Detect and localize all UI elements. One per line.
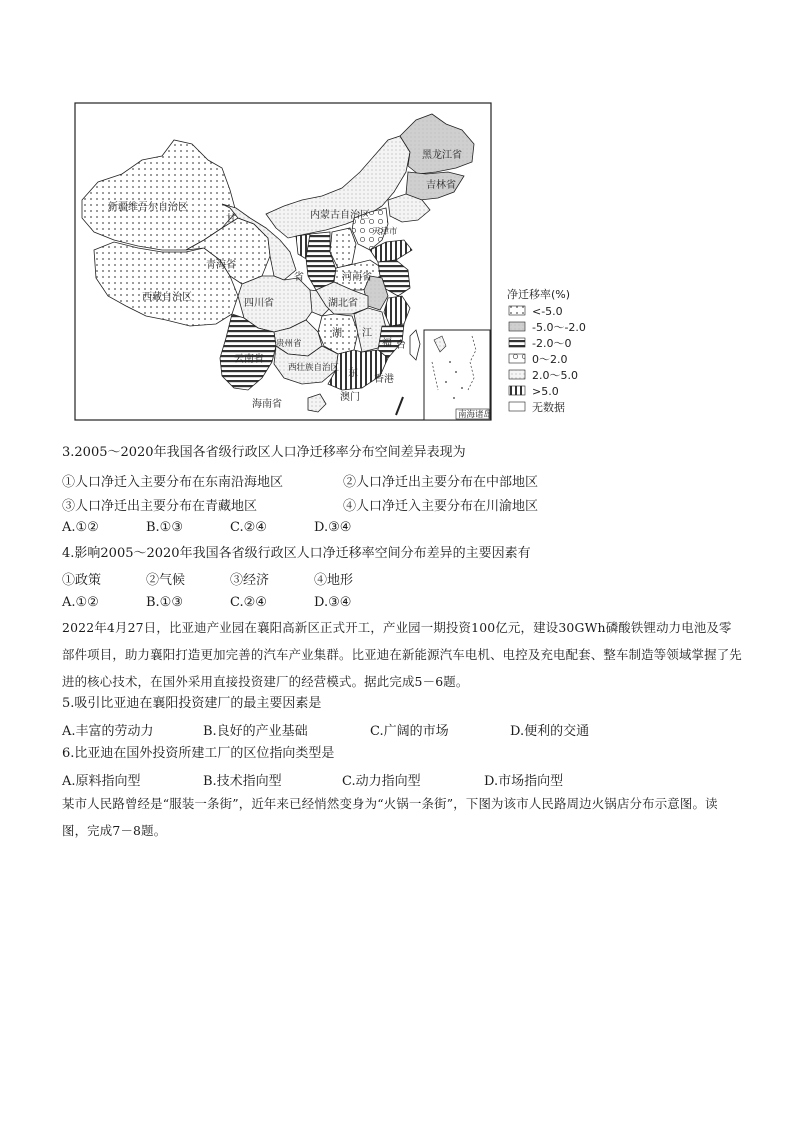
legend-swatch-7 <box>509 402 525 411</box>
label-gansu: 甘 <box>226 214 236 225</box>
legend-item-1: <-5.0 <box>532 305 563 318</box>
label-heilongjiang: 黑龙江省 <box>422 150 462 161</box>
label-tianjin: 天津市 <box>372 227 398 237</box>
q5-option-c[interactable]: C.广阔的市场 <box>370 724 449 739</box>
q3-stem: 3.2005～2020年我国各省级行政区人口净迁移率分布空间差异表现为 <box>62 445 466 460</box>
label-jiangxi: 江 <box>362 328 372 339</box>
label-qinghai: 青海省 <box>206 260 236 271</box>
label-fujian: 福 <box>382 338 392 349</box>
q4-statement-4: ④地形 <box>314 573 354 588</box>
q6-option-b[interactable]: B.技术指向型 <box>203 774 282 789</box>
q3-statement-4: ④人口净迁入主要分布在川渝地区 <box>343 499 539 514</box>
label-guangxi: 西壮族自治区 <box>288 363 340 373</box>
map-legend <box>507 287 586 414</box>
q5-option-a[interactable]: A.丰富的劳动力 <box>62 724 154 739</box>
q4-statement-1: ①政策 <box>62 573 102 588</box>
label-yunnan: 云南省 <box>234 354 264 365</box>
q6-stem: 6.比亚迪在国外投资所建工厂的区位指向类型是 <box>62 746 335 761</box>
q4-stem: 4.影响2005～2020年我国各省级行政区人口净迁移率空间分布差异的主要因素有 <box>62 546 531 561</box>
legend-item-2: -5.0～-2.0 <box>532 321 586 334</box>
q4-option-b[interactable]: B.①③ <box>146 595 183 610</box>
q6-option-a[interactable]: A.原料指向型 <box>62 774 141 789</box>
legend-item-7: 无数据 <box>532 401 565 414</box>
legend-item-3: -2.0～0 <box>532 337 572 350</box>
label-aomen: 澳门 <box>340 392 360 403</box>
q4-statement-2: ②气候 <box>146 573 186 588</box>
q4-statement-3: ③经济 <box>230 573 270 588</box>
q6-option-d[interactable]: D.市场指向型 <box>484 774 564 789</box>
q3-statement-2: ②人口净迁出主要分布在中部地区 <box>343 475 539 490</box>
label-guizhou: 贵州省 <box>276 339 302 349</box>
q3-statement-1: ①人口净迁入主要分布在东南沿海地区 <box>62 475 284 490</box>
q6-option-c[interactable]: C.动力指向型 <box>342 774 421 789</box>
label-taiwan: 台 <box>396 340 406 351</box>
china-net-migration-map <box>70 100 600 425</box>
legend-swatch-3 <box>509 338 525 347</box>
label-neimenggu: 内蒙古自治区 <box>310 210 370 221</box>
label-guangdong: 东 <box>348 368 358 379</box>
label-nanhai: 南海诸岛 <box>458 410 493 420</box>
legend-swatch-2 <box>509 322 525 331</box>
label-shaanxi: 省 <box>294 272 304 283</box>
label-jilin: 吉林省 <box>426 180 456 191</box>
label-henan: 河南省 <box>342 272 372 283</box>
passage-hotpot: 某市人民路曾经是“服装一条街”，近年来已经悄然变身为“火锅一条街”，下图为该市人民路周边火锅店分布示意图。读图，完成7－8题。 <box>62 796 718 838</box>
label-sichuan: 四川省 <box>244 298 274 309</box>
south-china-sea-inset <box>424 330 492 420</box>
label-xianggang: 香港 <box>374 374 394 385</box>
label-hunan: 湖 <box>332 328 342 339</box>
q4-option-d[interactable]: D.③④ <box>314 595 352 610</box>
q4-option-c[interactable]: C.②④ <box>230 595 267 610</box>
q3-option-c[interactable]: C.②④ <box>230 520 267 535</box>
q3-option-a[interactable]: A.①② <box>62 520 99 535</box>
q5-option-b[interactable]: B.良好的产业基础 <box>203 724 308 739</box>
label-xizang: 西藏自治区 <box>142 292 192 303</box>
q5-stem: 5.吸引比亚迪在襄阳投资建厂的最主要因素是 <box>62 696 322 711</box>
q3-statement-3: ③人口净迁出主要分布在青藏地区 <box>62 499 258 514</box>
q3-option-b[interactable]: B.①③ <box>146 520 183 535</box>
legend-title: 净迁移率(%) <box>507 288 571 301</box>
legend-item-6: >5.0 <box>532 385 559 398</box>
legend-swatch-1 <box>509 306 525 315</box>
legend-item-4: 0～2.0 <box>532 353 568 366</box>
legend-item-5: 2.0～5.0 <box>532 369 578 382</box>
label-hubei: 湖北省 <box>328 298 358 309</box>
legend-swatch-6 <box>509 386 525 395</box>
legend-swatch-5 <box>509 370 525 379</box>
legend-swatch-4 <box>509 354 525 363</box>
passage-byd: 2022年4月27日，比亚迪产业园在襄阳高新区正式开工，产业园一期投资100亿元，建设30GWh磷酸铁锂动力电池及零部件项目，助力襄阳打造更加完善的汽车产业集群。比亚迪在新能源汽车电机、电控及充电配套、整车制造等领域掌握了先进的核心技术，在国外采用直接投资建厂的经营模式。据此完成5－6题。 <box>62 620 742 689</box>
label-xinjiang: 新疆维吾尔自治区 <box>108 202 188 213</box>
q4-option-a[interactable]: A.①② <box>62 595 99 610</box>
q5-option-d[interactable]: D.便利的交通 <box>510 724 590 739</box>
q3-option-d[interactable]: D.③④ <box>314 520 352 535</box>
label-hainan: 海南省 <box>252 399 282 410</box>
